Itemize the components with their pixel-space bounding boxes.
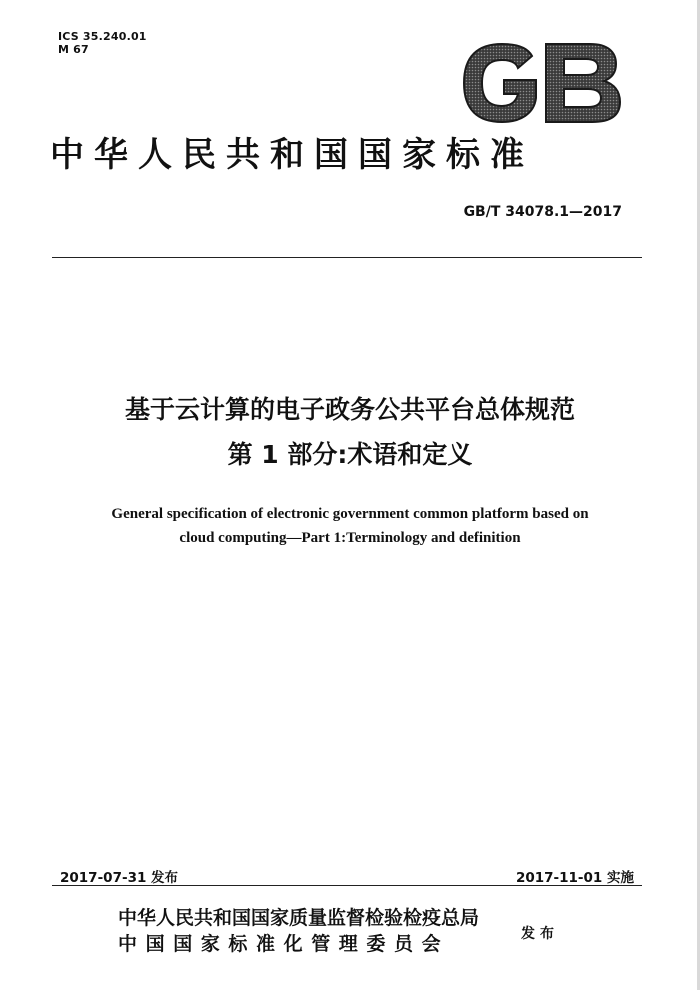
issuer-line-1: 中华人民共和国国家质量监督检验检疫总局 <box>118 907 480 929</box>
implementation-date: 2017-11-01 实施 <box>515 870 634 886</box>
header-divider <box>52 257 642 258</box>
standard-number: GB/T 34078.1—2017 <box>463 204 622 220</box>
title-chinese-line-2: 第 1 部分:术语和定义 <box>227 440 473 469</box>
classification-codes <box>58 30 147 56</box>
national-standard-heading: 中华人民共和国国家标准 <box>50 135 534 175</box>
title-english-line-1: General specification of electronic government common platform based on <box>111 506 589 522</box>
ics-code: ICS 35.240.01 <box>58 30 147 43</box>
publish-label: 发布 <box>521 926 559 942</box>
issue-date: 2017-07-31 发布 <box>60 870 179 886</box>
title-english-line-2: cloud computing—Part 1:Terminology and definition <box>179 530 521 546</box>
ccs-code: M 67 <box>58 43 89 56</box>
title-chinese-line-1: 基于云计算的电子政务公共平台总体规范 <box>124 395 575 424</box>
gb-logo-icon <box>462 42 622 124</box>
issuer-line-2: 中国国家标准化管理委员会 <box>118 933 450 955</box>
footer-divider <box>52 885 642 886</box>
